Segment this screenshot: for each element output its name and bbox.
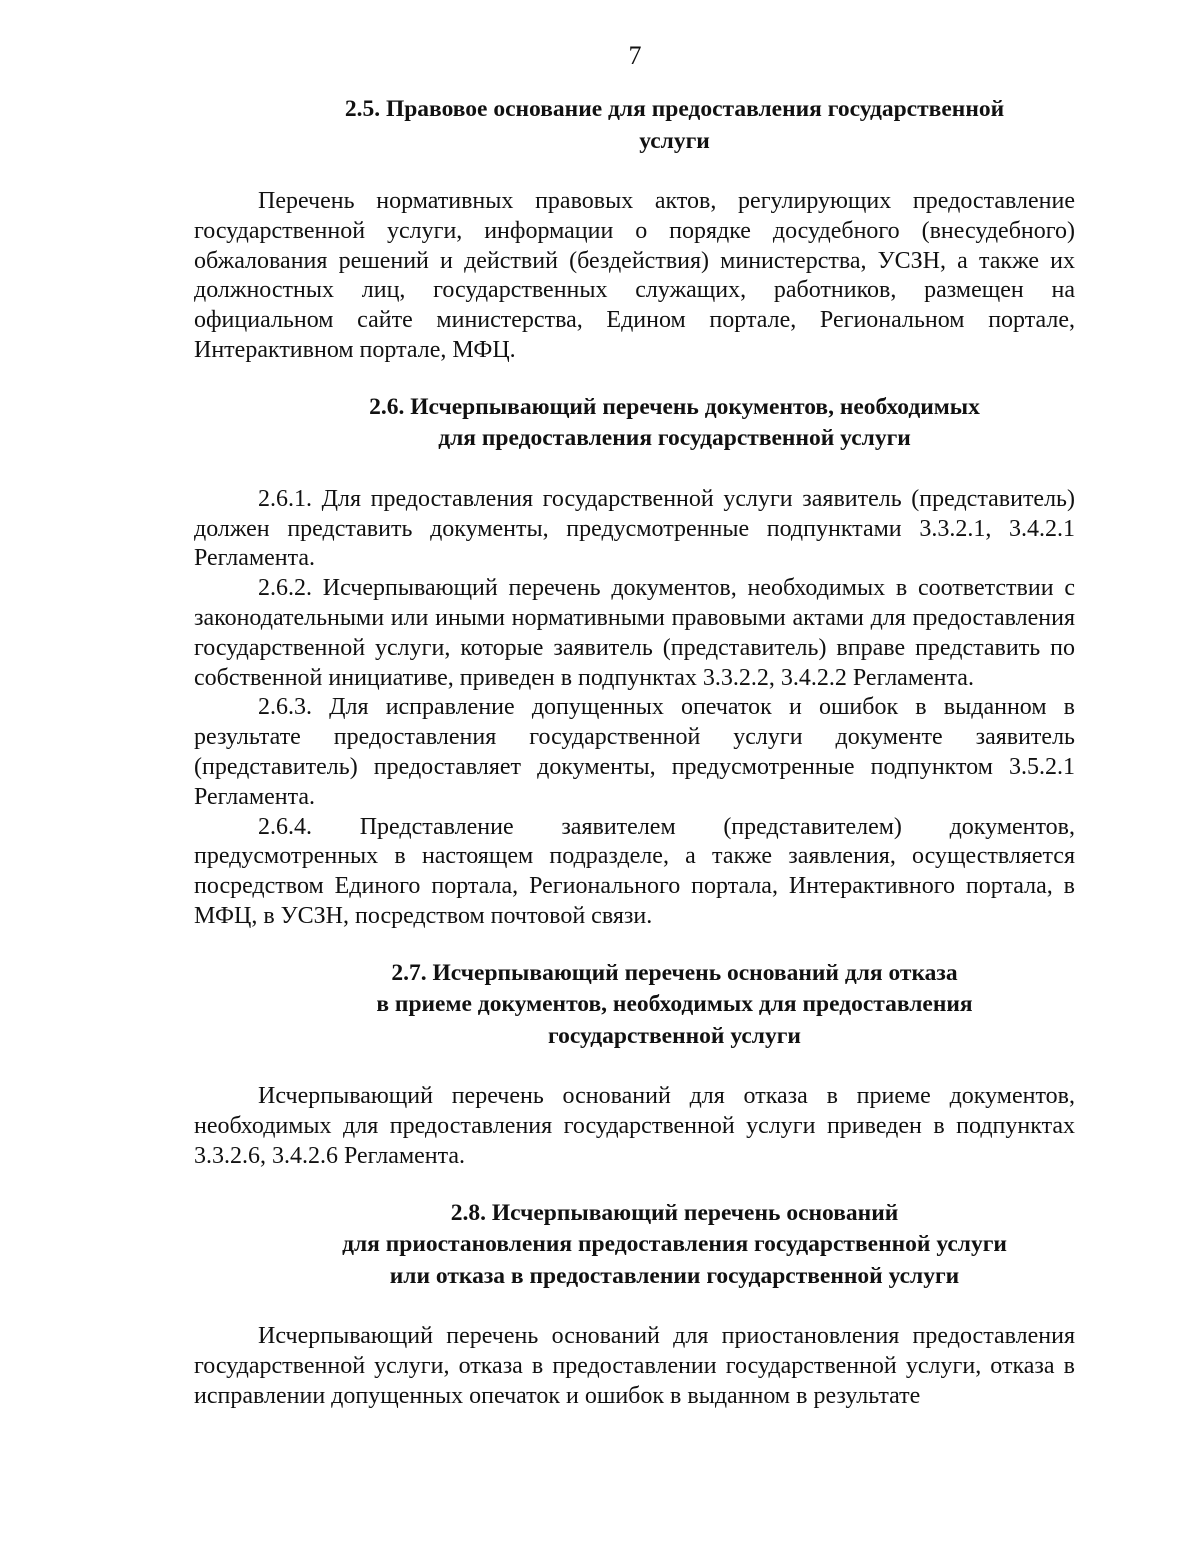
heading-line: для приостановления предоставления государственной услуги [342,1231,1007,1258]
section-heading-2-7 [194,958,1075,1053]
paragraph-2-6-1: 2.6.1. Для предоставления государственной услуги заявитель (представитель) должен представить документы, предусмотренные подпунктами 3.3.2.1, 3.4.2.1 Регламента. [194,485,1075,572]
section-heading-2-8 [194,1198,1075,1293]
heading-line: для предоставления государственной услуги [438,425,911,452]
heading-line: 2.7. Исчерпывающий перечень оснований для отказа [391,959,958,986]
paragraph-2-6-2: 2.6.2. Исчерпывающий перечень документов, необходимых в соответствии с законодательными или иными нормативными правовыми актами для предоставления государственной услуги, которые заявитель (представитель) вправе представить по собственной инициативе, приведен в подпунктах 3.3.2.2, 3.4.2.2 Регламента. [194,575,1075,691]
heading-line: 2.8. Исчерпывающий перечень оснований [450,1199,899,1226]
page-number: 7 [628,41,642,70]
heading-line: услуги [639,127,710,154]
section-heading-2-6 [194,392,1075,455]
heading-line: 2.5. Правовое основание для предоставления государственной [344,96,1005,122]
document-body [194,94,1075,1412]
paragraph-2-6-4: 2.6.4. Представление заявителем (представителем) документов, предусмотренных в настоящем подразделе, а также заявления, осуществляется посредством Единого портала, Регионального портала, Интерактивного портала, в МФЦ, в УСЗН, посредством почтовой связи. [194,813,1075,929]
section-heading-2-5 [194,94,1075,157]
paragraph-2-6-3: 2.6.3. Для исправление допущенных опечаток и ошибок в выданном в результате предоставления государственной услуги документе заявитель (представитель) предоставляет документы, предусмотренные подпунктом 3.5.2.1 Регламента. [194,694,1075,810]
heading-line: в приеме документов, необходимых для предоставления [376,991,973,1018]
paragraph: Исчерпывающий перечень оснований для приостановления предоставления государственной услуги, отказа в предоставлении государственной услуги, отказа в исправлении допущенных опечаток и ошибок в выданном в результате [194,1323,1075,1409]
heading-line: или отказа в предоставлении государственной услуги [389,1262,960,1289]
paragraph: Перечень нормативных правовых актов, регулирующих предоставление государственной услуги, информации о порядке досудебного (внесудебного) обжалования решений и действий (бездействия) министерства, УСЗН, а также их должностных лиц, государственных служащих, работников, размещен на официальном сайте министерства, Едином портале, Региональном портале, Интерактивном портале, МФЦ. [194,188,1075,363]
heading-line: государственной услуги [548,1022,801,1049]
heading-line: 2.6. Исчерпывающий перечень документов, необходимых [369,393,980,420]
paragraph: Исчерпывающий перечень оснований для отказа в приеме документов, необходимых для предоставления государственной услуги приведен в подпунктах 3.3.2.6, 3.4.2.6 Регламента. [194,1083,1075,1169]
